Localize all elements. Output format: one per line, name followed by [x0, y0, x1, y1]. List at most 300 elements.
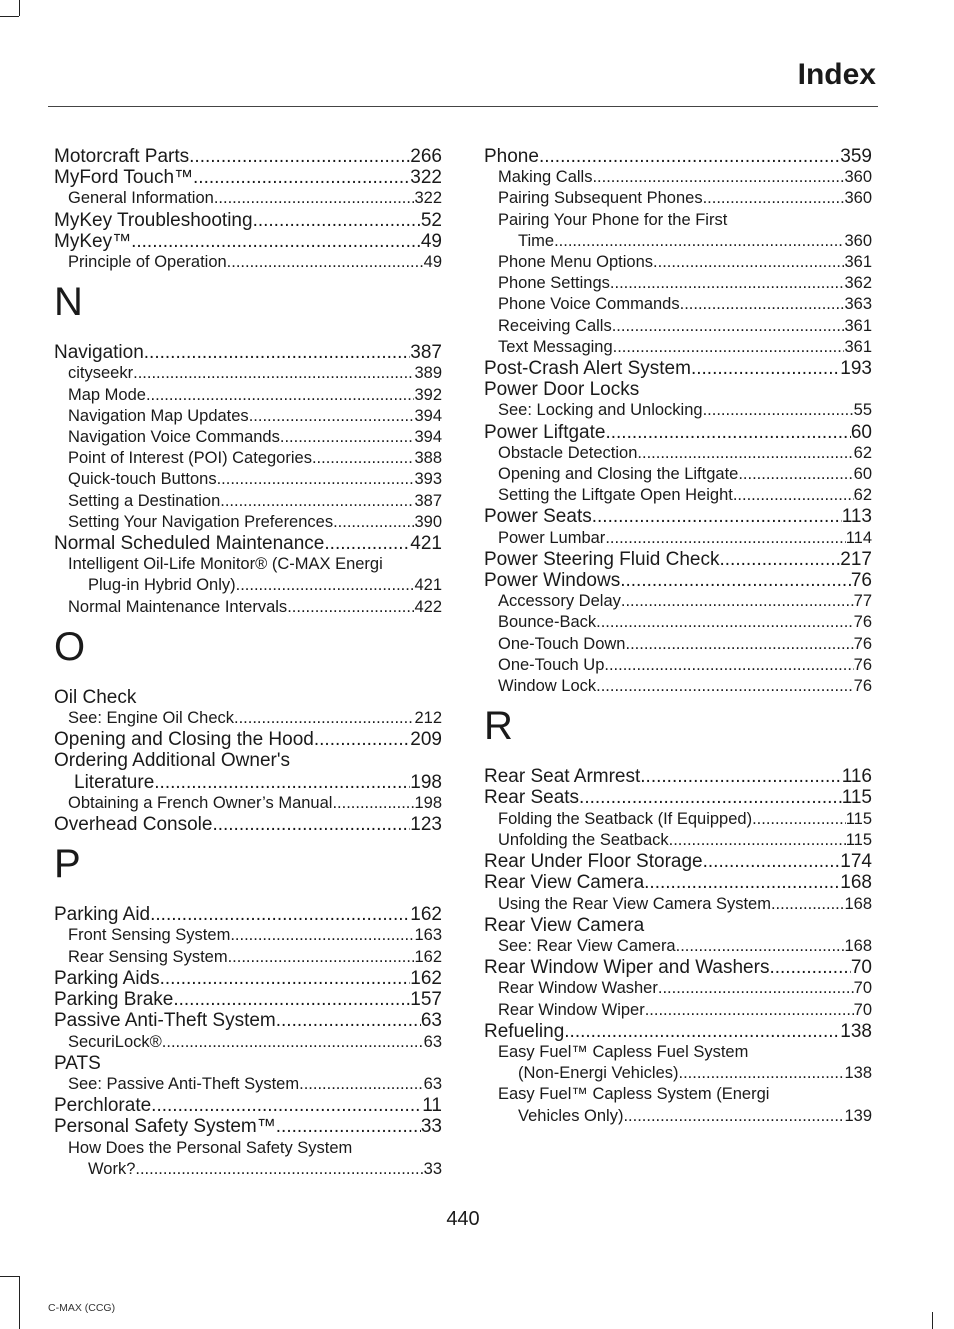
entry-text: Normal Maintenance Intervals	[68, 597, 288, 616]
index-subentry[interactable]	[54, 469, 442, 490]
page-ref: 70	[850, 957, 872, 979]
section-letter: R	[484, 704, 513, 749]
index-subentry[interactable]	[484, 809, 872, 830]
dot-leader	[620, 570, 851, 591]
page-ref: 322	[414, 189, 442, 208]
index-subentry[interactable]	[54, 597, 442, 618]
dot-leader	[605, 422, 850, 443]
entry-text: Obtaining a French Owner’s Manual	[68, 793, 333, 812]
entry-text: See: Locking and Unlocking	[498, 401, 703, 420]
dot-leader	[691, 358, 840, 379]
page-ref: 162	[410, 904, 442, 926]
entry-text: Setting a Destination	[68, 491, 221, 510]
page-ref: 76	[853, 634, 872, 653]
dot-leader	[193, 167, 410, 188]
dot-leader	[228, 947, 415, 968]
entry-text: Making Calls	[498, 168, 593, 187]
entry-text: Accessory Delay	[498, 592, 621, 611]
entry-text: Rear Seat Armrest	[484, 766, 641, 788]
index-entry[interactable]	[484, 766, 872, 787]
entry-text: Rear Window Washer	[498, 979, 658, 998]
page-ref: 163	[414, 926, 442, 945]
entry-text: Front Sensing System	[68, 926, 231, 945]
index-subentry[interactable]	[484, 612, 872, 633]
entry-text: Opening and Closing the Liftgate	[498, 465, 739, 484]
page-ref: 387	[410, 342, 442, 364]
index-entry[interactable]	[54, 210, 442, 231]
index-entry[interactable]	[484, 957, 872, 978]
index-subentry[interactable]	[484, 894, 872, 915]
crop-mark	[932, 1312, 933, 1329]
entry-text: MyFord Touch™	[54, 167, 194, 189]
index-entry[interactable]	[54, 989, 442, 1010]
entry-text: Rear Under Floor Storage	[484, 851, 703, 873]
entry-text: Folding the Seatback (If Equipped)	[498, 809, 753, 828]
index-entry[interactable]	[54, 1010, 442, 1031]
index-column-right	[484, 146, 872, 1127]
index-subentry[interactable]	[484, 188, 872, 209]
dot-leader	[769, 957, 850, 978]
entry-text: Intelligent Oil-Life Monitor® (C-MAX Energi	[68, 555, 383, 574]
page-ref: 394	[414, 428, 442, 447]
index-entry[interactable]	[484, 549, 872, 570]
dot-leader	[703, 400, 854, 421]
entry-text: Text Messaging	[498, 337, 613, 356]
entry-text: Pairing Your Phone for the First	[498, 210, 728, 229]
dot-leader	[653, 252, 844, 273]
index-subentry[interactable]	[54, 1032, 442, 1053]
page-ref: 52	[420, 209, 442, 231]
page-ref: 33	[423, 1159, 442, 1178]
entry-text: Easy Fuel™ Capless Fuel System	[498, 1042, 749, 1061]
page-ref: 115	[845, 809, 872, 828]
page-ref: 360	[844, 168, 872, 187]
entry-text: Map Mode	[68, 385, 146, 404]
entry-text: Time	[518, 231, 555, 250]
page-ref: 421	[414, 576, 442, 595]
page-ref: 11	[422, 1095, 442, 1117]
entry-text: Plug-in Hybrid Only)	[88, 576, 236, 595]
index-entry[interactable]	[54, 904, 442, 925]
page-ref: 55	[853, 401, 872, 420]
index-entry[interactable]	[484, 146, 872, 167]
entry-text: Ordering Additional Owner's	[54, 750, 290, 772]
dot-leader	[234, 708, 414, 729]
index-subentry[interactable]	[484, 1000, 872, 1021]
index-subentry[interactable]	[484, 252, 872, 273]
dot-leader	[151, 1095, 422, 1116]
index-column-left	[54, 146, 442, 1180]
dot-leader	[676, 936, 845, 957]
crop-mark	[19, 0, 20, 16]
page-ref: 49	[420, 230, 442, 252]
entry-text: Unfolding the Seatback	[498, 830, 669, 849]
page-ref: 63	[423, 1032, 442, 1051]
index-entry[interactable]	[54, 342, 442, 363]
index-entry[interactable]	[484, 872, 872, 893]
page-ref: 362	[844, 274, 872, 293]
page-ref: 393	[414, 470, 442, 489]
entry-text: See: Rear View Camera	[498, 936, 676, 955]
page-ref: 168	[844, 936, 872, 955]
crop-mark	[0, 1276, 19, 1277]
index-subentry[interactable]	[484, 167, 872, 188]
page-ref: 76	[853, 613, 872, 632]
dot-leader	[146, 385, 415, 406]
entry-text: General Information	[68, 189, 214, 208]
entry-text: See: Passive Anti-Theft System	[68, 1074, 300, 1093]
index-entry[interactable]	[484, 422, 872, 443]
entry-text: Passive Anti-Theft System	[54, 1010, 276, 1032]
dot-leader	[276, 1010, 421, 1031]
entry-text: Power Steering Fluid Check	[484, 548, 720, 570]
index-subentry[interactable]	[484, 634, 872, 655]
entry-text: Setting the Liftgate Open Height	[498, 486, 733, 505]
dot-leader	[644, 872, 840, 893]
entry-text: Parking Aids	[54, 967, 160, 989]
index-entry[interactable]	[54, 687, 442, 708]
page-ref: 212	[414, 709, 442, 728]
index-subentry[interactable]	[54, 363, 442, 384]
page-ref: 115	[841, 787, 872, 809]
index-entry[interactable]	[484, 787, 872, 808]
index-subentry[interactable]	[484, 591, 872, 612]
dot-leader	[212, 814, 410, 835]
dot-leader	[236, 575, 415, 596]
page-title: Index	[797, 58, 876, 91]
entry-text: Oil Check	[54, 686, 137, 708]
entry-text: Rear Window Wiper and Washers	[484, 957, 770, 979]
dot-leader	[592, 167, 844, 188]
page-ref: 422	[414, 597, 442, 616]
index-subentry[interactable]	[484, 1084, 872, 1126]
index-entry[interactable]	[484, 1021, 872, 1042]
dot-leader	[154, 772, 410, 793]
page-ref: 266	[410, 146, 442, 167]
page-ref: 62	[853, 486, 872, 505]
index-entry[interactable]	[54, 750, 442, 792]
page-ref: 157	[410, 989, 442, 1011]
page-ref: 360	[844, 189, 872, 208]
page-ref: 76	[850, 570, 872, 592]
page-ref: 60	[853, 465, 872, 484]
entry-text: Phone Menu Options	[498, 253, 654, 272]
entry-text: Rear Sensing System	[68, 947, 228, 966]
entry-text: Using the Rear View Camera System	[498, 894, 771, 913]
index-subentry[interactable]	[54, 793, 442, 814]
index-subentry[interactable]	[484, 485, 872, 506]
dot-leader	[220, 491, 414, 512]
entry-text: Receiving Calls	[498, 316, 612, 335]
dot-leader	[144, 342, 411, 363]
index-subentry[interactable]	[484, 210, 872, 252]
dot-leader	[596, 612, 854, 633]
index-subentry[interactable]	[484, 830, 872, 851]
entry-text: Window Lock	[498, 677, 597, 696]
dot-leader	[554, 231, 844, 252]
page-ref: 361	[844, 253, 872, 272]
index-subentry[interactable]	[484, 337, 872, 358]
document-code: C-MAX (CCG)	[48, 1302, 116, 1314]
index-subentry[interactable]	[54, 427, 442, 448]
dot-leader	[276, 1116, 421, 1137]
index-subentry[interactable]	[54, 1138, 442, 1180]
dot-leader	[613, 337, 845, 358]
dot-leader	[720, 549, 841, 570]
dot-leader	[299, 1074, 424, 1095]
page-ref: 361	[844, 316, 872, 335]
dot-leader	[658, 978, 854, 999]
page-ref: 360	[844, 231, 872, 250]
index-subentry[interactable]	[484, 655, 872, 676]
entry-text: Setting Your Navigation Preferences	[68, 512, 334, 531]
entry-text: Navigation Voice Commands	[68, 428, 280, 447]
index-entry[interactable]	[484, 915, 872, 936]
entry-text: Parking Aid	[54, 904, 151, 926]
crop-mark	[0, 16, 19, 17]
index-entry[interactable]	[54, 533, 442, 554]
dot-leader	[131, 231, 421, 252]
dot-leader	[227, 252, 424, 273]
dot-leader	[312, 448, 415, 469]
index-entry[interactable]	[54, 1053, 442, 1074]
page-ref: 363	[844, 295, 872, 314]
entry-text: Phone	[484, 146, 539, 167]
dot-leader	[253, 210, 421, 231]
dot-leader	[230, 925, 414, 946]
dot-leader	[669, 830, 846, 851]
dot-leader	[333, 512, 414, 533]
page-ref: 392	[414, 385, 442, 404]
dot-leader	[564, 1021, 840, 1042]
index-entry[interactable]	[54, 167, 442, 188]
entry-text: Normal Scheduled Maintenance	[54, 533, 325, 555]
index-subentry[interactable]	[484, 464, 872, 485]
dot-leader	[612, 316, 845, 337]
page-ref: 387	[414, 491, 442, 510]
dot-leader	[645, 1000, 854, 1021]
index-subentry[interactable]	[54, 252, 442, 273]
entry-text: Rear Window Wiper	[498, 1000, 645, 1019]
entry-text: PATS	[54, 1052, 101, 1074]
dot-leader	[605, 528, 845, 549]
page-ref: 162	[414, 947, 442, 966]
page-ref: 76	[853, 655, 872, 674]
entry-text: How Does the Personal Safety System	[68, 1138, 353, 1157]
entry-text: Navigation Map Updates	[68, 406, 249, 425]
index-subentry[interactable]	[54, 708, 442, 729]
page-ref: 168	[844, 894, 872, 913]
index-entry[interactable]	[484, 506, 872, 527]
page-ref: 77	[853, 592, 872, 611]
entry-text: Obstacle Detection	[498, 443, 638, 462]
dot-leader	[173, 989, 410, 1010]
entry-text: Work?	[88, 1159, 136, 1178]
entry-text: cityseekr	[68, 364, 134, 383]
dot-leader	[640, 766, 841, 787]
entry-text: See: Engine Oil Check	[68, 709, 235, 728]
page-ref: 139	[844, 1106, 872, 1125]
page-ref: 33	[420, 1116, 442, 1138]
entry-text: Rear Seats	[484, 787, 580, 809]
entry-text: Perchlorate	[54, 1095, 152, 1117]
entry-text: Post-Crash Alert System	[484, 358, 691, 380]
page-ref: 322	[410, 167, 442, 189]
index-subentry[interactable]	[54, 947, 442, 968]
index-entry[interactable]	[54, 231, 442, 252]
dot-leader	[150, 904, 410, 925]
section-letter: O	[54, 624, 86, 669]
dot-leader	[625, 634, 853, 655]
entry-text: One-Touch Up	[498, 655, 605, 674]
index-entry[interactable]	[54, 968, 442, 989]
page-ref: 76	[853, 677, 872, 696]
dot-leader	[733, 485, 854, 506]
dot-leader	[592, 506, 842, 527]
page-ref: 70	[853, 979, 872, 998]
dot-leader	[162, 1032, 424, 1053]
page-ref: 123	[410, 814, 442, 836]
index-subentry[interactable]	[54, 385, 442, 406]
page-ref: 62	[853, 443, 872, 462]
entry-text: MyKey™	[54, 230, 132, 252]
entry-text: Power Lumbar	[498, 528, 606, 547]
dot-leader	[703, 851, 841, 872]
dot-leader	[214, 188, 415, 209]
index-subentry[interactable]	[484, 676, 872, 697]
dot-leader	[703, 188, 845, 209]
entry-text: Power Door Locks	[484, 379, 640, 401]
index-entry[interactable]	[484, 570, 872, 591]
page-ref: 421	[410, 533, 442, 555]
dot-leader	[738, 464, 853, 485]
page-ref: 198	[414, 793, 442, 812]
index-entry[interactable]	[54, 1095, 442, 1116]
dot-leader	[637, 443, 853, 464]
index-subentry[interactable]	[54, 512, 442, 533]
index-entry[interactable]	[484, 851, 872, 872]
dot-leader	[623, 1106, 844, 1127]
page-ref: 63	[420, 1010, 442, 1032]
entry-text: Navigation	[54, 342, 144, 364]
index-subentry[interactable]	[484, 273, 872, 294]
page-ref: 209	[410, 729, 442, 751]
index-subentry[interactable]	[484, 294, 872, 315]
index-subentry[interactable]	[484, 1042, 872, 1084]
entry-text: Easy Fuel™ Capless System (Energi	[498, 1085, 770, 1104]
index-entry[interactable]	[54, 729, 442, 750]
dot-leader	[287, 597, 414, 618]
page-ref: 70	[853, 1000, 872, 1019]
index-entry[interactable]	[484, 358, 872, 379]
index-entry[interactable]	[54, 146, 442, 167]
entry-text: Pairing Subsequent Phones	[498, 189, 703, 208]
dot-leader	[621, 591, 854, 612]
dot-leader	[314, 729, 410, 750]
dot-leader	[604, 655, 853, 676]
page-ref: 63	[423, 1074, 442, 1093]
index-subentry[interactable]	[484, 528, 872, 549]
index-entry[interactable]	[54, 1116, 442, 1137]
dot-leader	[579, 787, 842, 808]
dot-leader	[135, 1159, 423, 1180]
page-ref: 198	[410, 771, 442, 793]
entry-text: Rear View Camera	[484, 914, 645, 936]
entry-text: Vehicles Only)	[518, 1106, 624, 1125]
dot-leader	[160, 968, 411, 989]
section-letter: P	[54, 842, 81, 887]
dot-leader	[680, 294, 845, 315]
index-subentry[interactable]	[484, 443, 872, 464]
dot-leader	[539, 146, 840, 167]
page-ref: 162	[410, 967, 442, 989]
entry-text: Quick-touch Buttons	[68, 470, 217, 489]
dot-leader	[324, 533, 410, 554]
dot-leader	[679, 1063, 845, 1084]
dot-leader	[280, 427, 415, 448]
index-subentry[interactable]	[54, 925, 442, 946]
entry-text: Overhead Console	[54, 814, 213, 836]
index-subentry[interactable]	[54, 1074, 442, 1095]
dot-leader	[189, 146, 410, 167]
section-letter: N	[54, 280, 83, 325]
dot-leader	[752, 809, 846, 830]
entry-text: One-Touch Down	[498, 634, 626, 653]
entry-text: Bounce-Back	[498, 613, 597, 632]
entry-text: Point of Interest (POI) Categories	[68, 449, 312, 468]
page-ref: 115	[845, 830, 872, 849]
dot-leader	[771, 894, 845, 915]
page-ref: 193	[840, 358, 872, 380]
page-ref: 359	[840, 146, 872, 167]
entry-text: SecuriLock®	[68, 1032, 162, 1051]
page-ref: 138	[840, 1020, 872, 1042]
page-ref: 388	[414, 449, 442, 468]
index-subentry[interactable]	[54, 188, 442, 209]
page-ref: 60	[850, 421, 872, 443]
entry-text: Principle of Operation	[68, 253, 227, 272]
index-subentry[interactable]	[54, 406, 442, 427]
dot-leader	[133, 363, 414, 384]
page-ref: 113	[841, 506, 872, 528]
page-ref: 389	[414, 364, 442, 383]
index-subentry[interactable]	[484, 978, 872, 999]
index-entry[interactable]	[54, 814, 442, 835]
index-subentry[interactable]	[484, 400, 872, 421]
entry-text: Power Windows	[484, 570, 621, 592]
index-subentry[interactable]	[54, 491, 442, 512]
entry-text: Power Liftgate	[484, 421, 606, 443]
index-subentry[interactable]	[484, 316, 872, 337]
page-ref: 138	[844, 1064, 872, 1083]
page-ref: 168	[840, 872, 872, 894]
index-subentry[interactable]	[54, 448, 442, 469]
entry-text: MyKey Troubleshooting	[54, 209, 253, 231]
entry-text: Phone Settings	[498, 274, 610, 293]
page-ref: 394	[414, 406, 442, 425]
entry-text: Personal Safety System™	[54, 1116, 276, 1138]
dot-leader	[596, 676, 854, 697]
entry-text: Parking Brake	[54, 989, 174, 1011]
index-subentry[interactable]	[484, 936, 872, 957]
entry-text: Rear View Camera	[484, 872, 645, 894]
index-subentry[interactable]	[54, 554, 442, 596]
entry-text: Opening and Closing the Hood	[54, 729, 314, 751]
entry-text: Phone Voice Commands	[498, 295, 680, 314]
page-ref: 390	[414, 512, 442, 531]
page-ref: 49	[423, 253, 442, 272]
index-entry[interactable]	[484, 379, 872, 400]
